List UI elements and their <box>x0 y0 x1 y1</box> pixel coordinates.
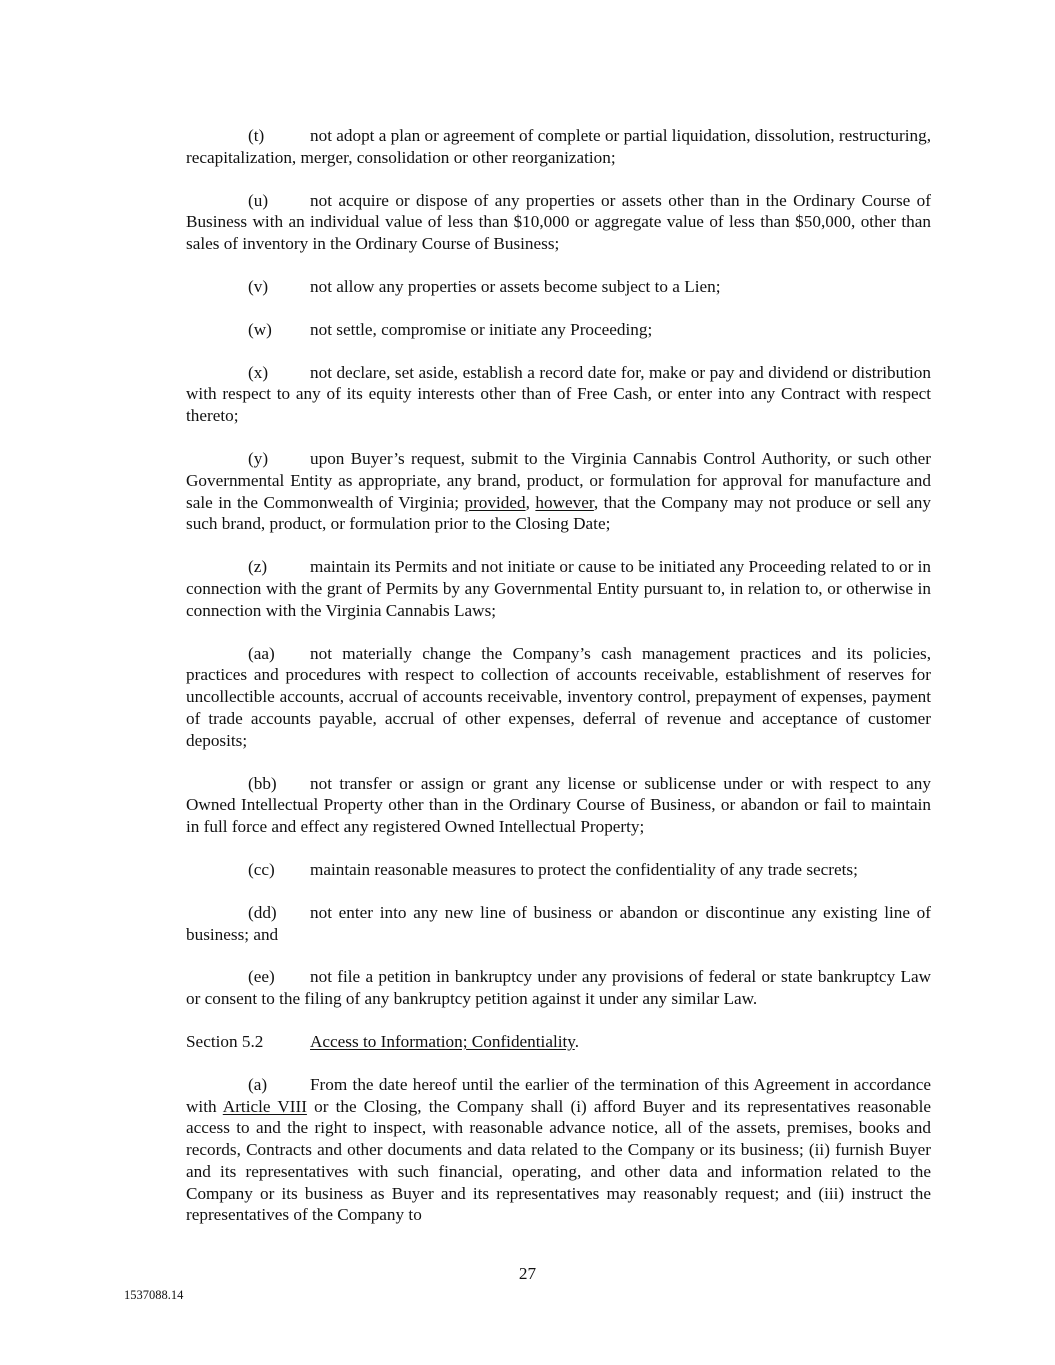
clause-text: not acquire or dispose of any properties or assets other than in the Ordinary Course of Business with an individual value of less than $10,000 or aggregate value of less than $50,000, other than sales of inventory in the Ordinary Course of Business; <box>186 190 931 254</box>
however-term: however <box>535 492 594 512</box>
clause-text-continued: or the Closing, the Company shall (i) afford Buyer and its representatives reasonable access to and the right to inspect, with reasonable advance notice, all of the assets, premises, books and records, Contracts and other documents and data related to the Company or its business; (ii) furnish Buyer and its representatives with such financial, operating, and other data and information related to the Company or its business as Buyer and its representatives may reasonably request; and (iii) instruct the representatives of the Company to <box>186 1096 931 1225</box>
clause-label: (bb) <box>248 773 277 793</box>
clause-aa <box>186 643 931 752</box>
clause-text-continued: , that the Company may not produce or sell any such brand, product, or formulation prior to the Closing Date; <box>186 492 931 534</box>
clause-bb <box>186 773 931 838</box>
clause-text: not file a petition in bankruptcy under any provisions of federal or state bankruptcy Law or consent to the filing of any bankruptcy petition against it under any similar Law. <box>186 967 931 1009</box>
clause-label: (ee) <box>248 967 275 987</box>
section-heading <box>186 1031 931 1053</box>
clause-label: (aa) <box>248 643 275 663</box>
clause-text: upon Buyer’s request, submit to the Virginia Cannabis Control Authority, or such other Governmental Entity as appropriate, any brand, product, or formulation for approval for manufacture and sale in the Commonwealth of Virginia; <box>186 448 931 512</box>
clause-v <box>186 276 931 298</box>
clause-cc <box>186 859 931 881</box>
page-number: 27 <box>518 1264 537 1283</box>
clause-label: (t) <box>248 126 265 145</box>
clause-text: maintain reasonable measures to protect the confidentiality of any trade secrets; <box>310 859 858 879</box>
article-reference: Article VIII <box>222 1096 307 1116</box>
clause-t <box>186 125 931 169</box>
section-title: Access to Information; Confidentiality <box>310 1031 575 1051</box>
section-clause-a <box>186 1074 931 1227</box>
section-number: Section 5.2 <box>186 1031 264 1051</box>
clause-text: maintain its Permits and not initiate or cause to be initiated any Proceeding related to or in connection with the grant of Permits by any Governmental Entity pursuant to, in relation to, or otherwise in connection with the Virginia Cannabis Laws; <box>186 557 931 620</box>
clause-u <box>186 190 931 255</box>
clause-label: (x) <box>248 362 269 382</box>
clause-text: not materially change the Company’s cash management practices and its policies, practices and procedures with respect to collection of accounts receivable, establishment of reserves for uncollectible accounts, accrual of accounts receivable, inventory control, prepayment of expenses, payment of trade accounts payable, accrual of other expenses, deferral of revenue and acceptance of customer deposits; <box>186 643 931 750</box>
clause-label: (cc) <box>248 859 275 879</box>
provided-term: provided <box>464 492 526 512</box>
clause-text: not settle, compromise or initiate any Proceeding; <box>310 319 653 339</box>
clause-label: (y) <box>248 448 269 468</box>
clause-w <box>186 319 931 341</box>
clause-text: From the date hereof until the earlier of the termination of this Agreement in accordance with <box>186 1074 931 1116</box>
clause-label: (a) <box>248 1074 268 1094</box>
clause-dd <box>186 902 931 946</box>
clause-ee <box>186 966 931 1010</box>
clause-y: (y) upon Buyer’s request, submit to the Virginia Cannabis Control Authority, or such other Governmental Entity as appropriate, any brand, product, or formulation for approval for manufacture and sale in the Commonwealth of Virginia; provided, however, that the Company may not produce or sell any such brand, product, or formulation prior to the Closing Date; <box>186 448 931 534</box>
clause-x <box>186 362 931 427</box>
clause-text: not adopt a plan or agreement of complete or partial liquidation, dissolution, restructuring, recapitalization, merger, consolidation or other reorganization; <box>186 126 931 167</box>
clause-label: (v) <box>248 276 269 296</box>
document-body <box>186 125 931 1226</box>
document-id: 1537088.14 <box>124 1288 184 1302</box>
clause-label: (u) <box>248 190 269 210</box>
clause-text: not declare, set aside, establish a record date for, make or pay and dividend or distribution with respect to any of its equity interests other than of Free Cash, or enter into any Contract with respect thereto; <box>186 362 931 426</box>
clause-text: not transfer or assign or grant any license or sublicense under or with respect to any Owned Intellectual Property other than in the Ordinary Course of Business, or abandon or fail to maintain in full force and effect any registered Owned Intellectual Property; <box>186 773 931 837</box>
clause-label: (z) <box>248 557 268 577</box>
clause-text: not allow any properties or assets become subject to a Lien; <box>310 276 721 296</box>
clause-label: (w) <box>248 319 272 339</box>
section-title-end: . <box>574 1031 580 1051</box>
clause-z <box>186 556 931 621</box>
clause-label: (dd) <box>248 902 277 922</box>
clause-text: not enter into any new line of business or abandon or discontinue any existing line of business; and <box>186 902 931 944</box>
